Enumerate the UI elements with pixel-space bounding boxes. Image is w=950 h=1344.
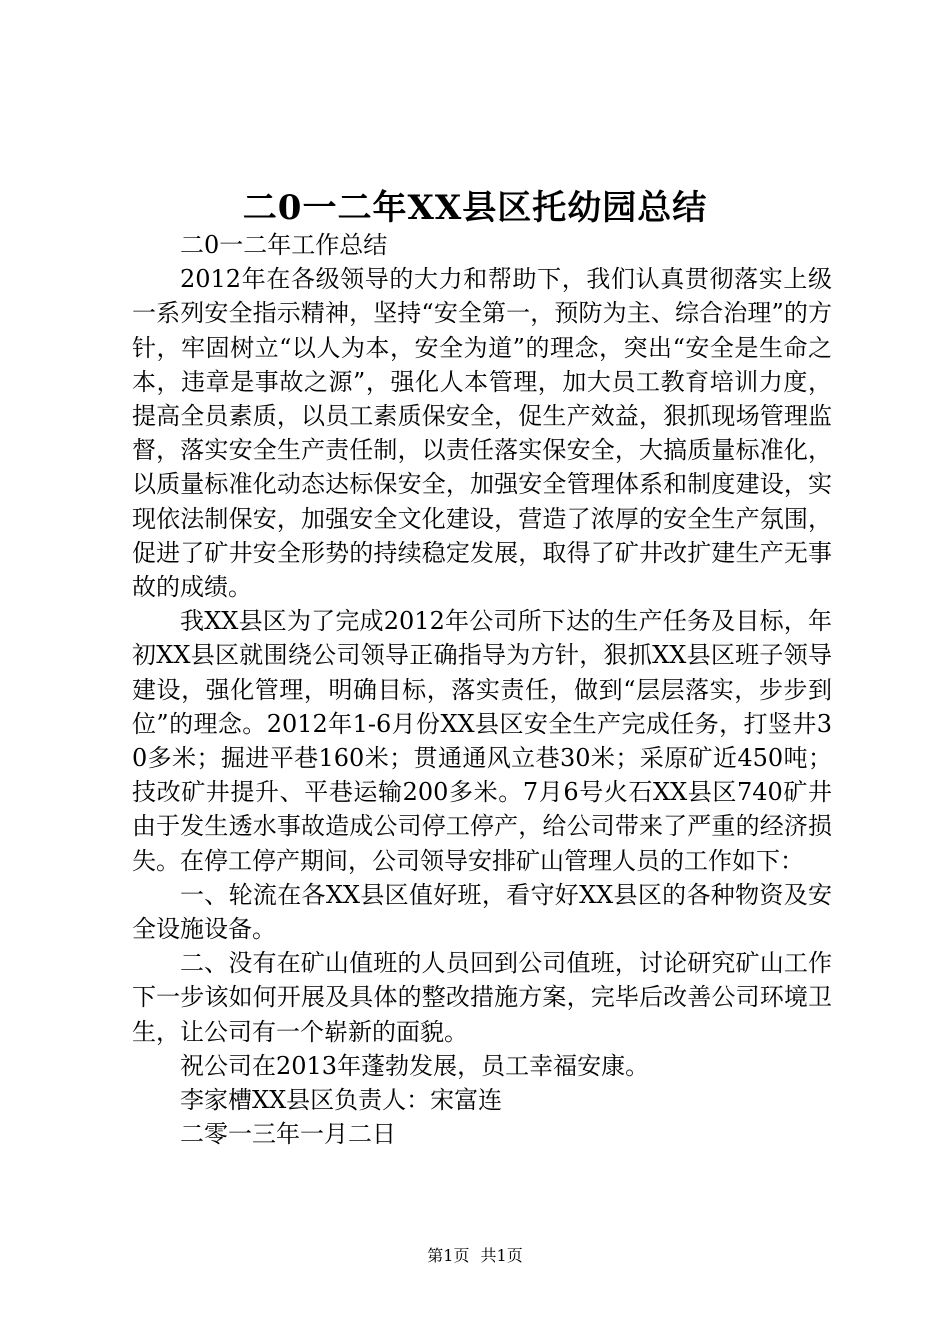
page-number: 第1页 [427, 1246, 470, 1265]
document-body [132, 228, 832, 1151]
paragraph-tasks: 我XX县区为了完成2012年公司所下达的生产任务及目标，年初XX县区就围绕公司领导正确指导为方针，狠抓XX县区班子领导建设，强化管理，明确目标，落实责任，做到“层层落实，步步到位”的理念。2012年1-6月份XX县区安全生产完成任务，打竖井30多米；掘进平巷160米；贯通通风立巷30米；采原矿近450吨；技改矿井提升、平巷运输200多米。7月6号火石XX县区740矿井由于发生透水事故造成公司停工停产，给公司带来了严重的经济损失。在停工停产期间，公司领导安排矿山管理人员的工作如下： [132, 607, 832, 875]
paragraph-wishes: 祝公司在2013年蓬勃发展，员工幸福安康。 [180, 1051, 650, 1080]
page-total: 共1页 [480, 1246, 523, 1265]
paragraph-item-one: 一、轮流在各XX县区值好班，看守好XX县区的各种物资及安全设施设备。 [132, 880, 832, 944]
paragraph-subtitle: 二0一二年工作总结 [180, 231, 388, 259]
document-title: 二0一二年XX县区托幼园总结 [242, 188, 708, 228]
paragraph-intro: 2012年在各级领导的大力和帮助下，我们认真贯彻落实上级一系列安全指示精神，坚持“安全第一，预防为主、综合治理”的方针，牢固树立“以人为本，安全为道”的理念，突出“安全是生命之本，违章是事故之源”，强化人本管理，加大员工教育培训力度，提高全员素质，以员工素质保安全，促生产效益，狠抓现场管理监督，落实安全生产责任制，以责任落实保安全，大搞质量标准化，以质量标准化动态达标保安全，加强安全管理体系和制度建设，实现依法制保安，加强安全文化建设，营造了浓厚的安全生产氛围，促进了矿井安全形势的持续稳定发展，取得了矿井改扩建生产无事故的成绩。 [132, 265, 832, 602]
paragraph-date: 二零一三年一月二日 [180, 1120, 396, 1149]
page-footer [0, 1244, 950, 1268]
paragraph-signature: 李家槽XX县区负责人：宋富连 [180, 1086, 503, 1115]
paragraph-item-two: 二、没有在矿山值班的人员回到公司值班，讨论研究矿山工作下一步该如何开展及具体的整改措施方案，完毕后改善公司环境卫生，让公司有一个崭新的面貌。 [132, 949, 832, 1046]
